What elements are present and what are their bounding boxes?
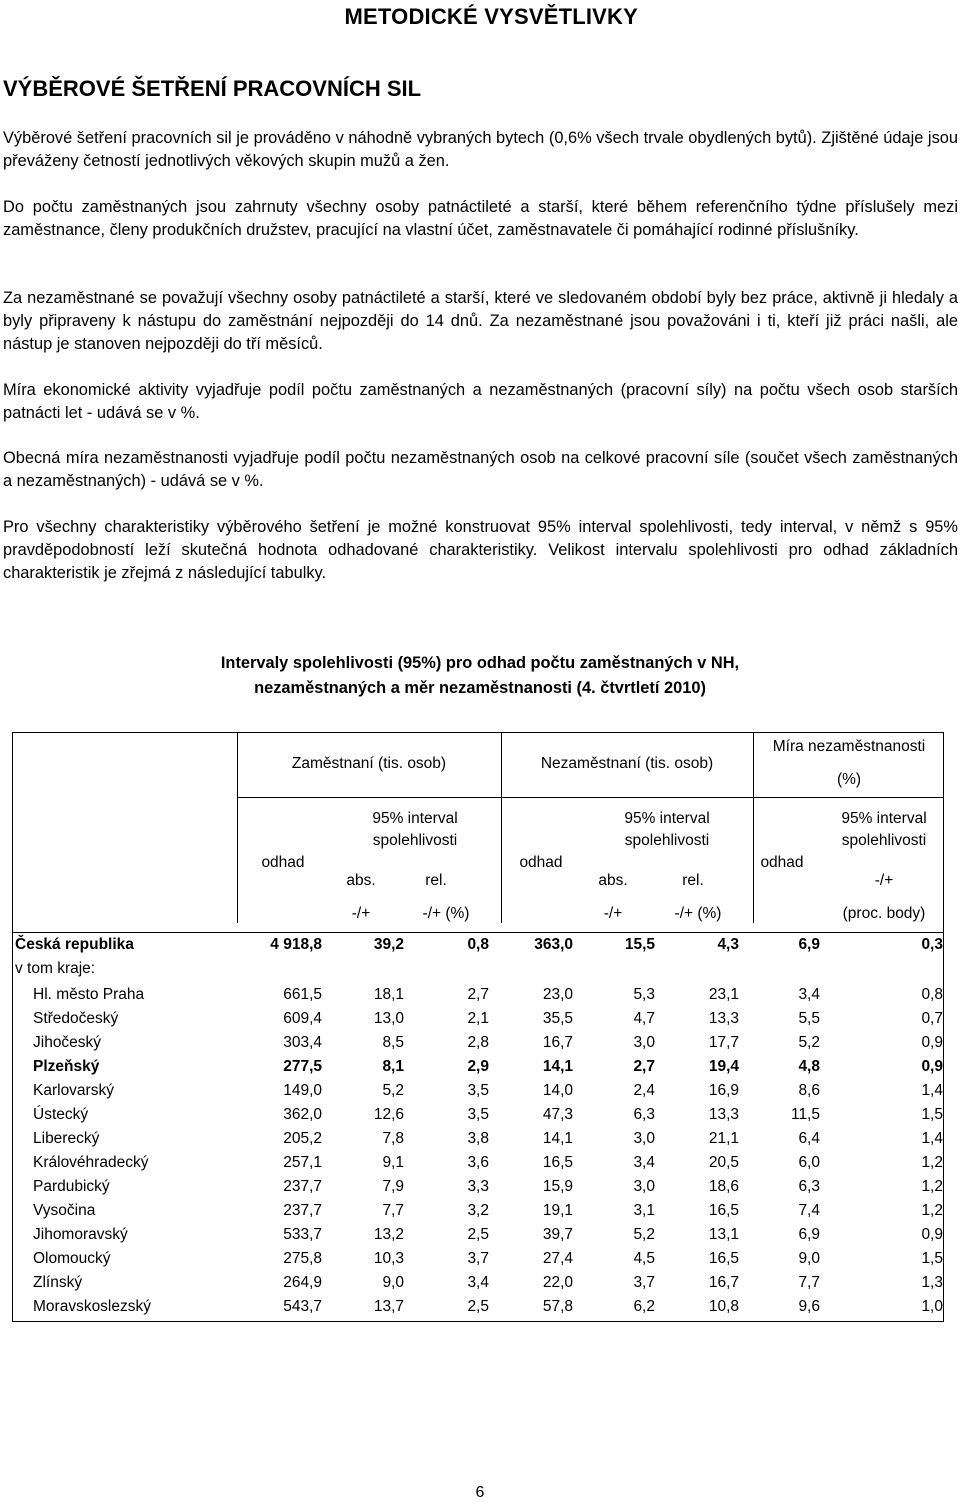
table-cell: 3,7 <box>467 1250 489 1267</box>
table-cell: 19,1 <box>542 1202 573 1219</box>
region-label: Pardubický <box>33 1178 110 1195</box>
table-cell: 1,2 <box>921 1202 943 1219</box>
table-cell: 9,0 <box>382 1274 404 1291</box>
region-label: Jihočeský <box>33 1034 102 1051</box>
table-cell: 2,7 <box>467 986 489 1003</box>
table-cell: 3,3 <box>467 1178 489 1195</box>
region-label: Královéhradecký <box>33 1154 149 1171</box>
table-cell: 18,6 <box>708 1178 739 1195</box>
table-cell: 9,0 <box>798 1250 820 1267</box>
table-cell: 5,2 <box>798 1034 820 1051</box>
table-cell: 149,0 <box>283 1082 322 1099</box>
table-row <box>13 1031 945 1055</box>
region-label: Olomoucký <box>33 1250 111 1267</box>
paragraph-unemployment-rate: Obecná míra nezaměstnanosti vyjadřuje podíl počtu nezaměstnaných osob na celkové pracovní síle (součet všech zaměstnaných a nezaměstnaných) - udává se v %. <box>3 449 958 490</box>
table-cell: 1,2 <box>921 1154 943 1171</box>
table-row <box>13 1079 945 1103</box>
table-cell: 2,5 <box>467 1226 489 1243</box>
region-label: Česká republika <box>15 936 134 953</box>
table-cell: 14,1 <box>542 1058 573 1075</box>
region-label: Liberecký <box>33 1130 100 1147</box>
table-cell: 2,5 <box>467 1298 489 1315</box>
table-cell: 363,0 <box>534 936 573 953</box>
table-cell: 10,3 <box>373 1250 404 1267</box>
table-row <box>13 933 945 957</box>
region-label: Plzeňský <box>33 1058 100 1075</box>
table-cell: 19,4 <box>708 1058 739 1075</box>
table-cell: 7,7 <box>798 1274 820 1291</box>
paragraph-confidence-interval: Pro všechny charakteristiky výběrového šetření je možné konstruovat 95% interval spolehlivosti, tedy interval, v němž s 95% pravděpodobností leží skutečná hodnota odhadované charakteristiky. Velikost intervalu spolehlivosti pro odhad základních charakteristik je zřejmá z následující tabulky. <box>3 518 958 582</box>
table-cell: 7,7 <box>382 1202 404 1219</box>
table-cell: 15,5 <box>624 936 655 953</box>
table-cell: 16,7 <box>542 1034 573 1051</box>
region-label: Zlínský <box>33 1274 83 1291</box>
table-cell: 6,0 <box>798 1154 820 1171</box>
table-cell: 1,3 <box>921 1274 943 1291</box>
table-cell: 1,0 <box>921 1298 943 1315</box>
region-label: Moravskoslezský <box>33 1298 151 1315</box>
table-cell: 237,7 <box>283 1202 322 1219</box>
region-label: Hl. město Praha <box>33 986 145 1003</box>
table-cell: 21,1 <box>708 1130 739 1147</box>
table-cell: 5,2 <box>382 1082 404 1099</box>
header-employed: Zaměstnaní (tis. osob) <box>291 755 447 772</box>
table-cell: 3,2 <box>467 1202 489 1219</box>
table-cell: 4 918,8 <box>270 936 322 953</box>
table-row <box>13 1223 945 1247</box>
table-cell: 10,8 <box>708 1298 739 1315</box>
table-cell: 543,7 <box>283 1298 322 1315</box>
table-cell: 1,5 <box>921 1250 943 1267</box>
subtitle-label: v tom kraje: <box>15 960 96 977</box>
table-cell: 13,3 <box>708 1106 739 1123</box>
table-cell: 39,7 <box>542 1226 573 1243</box>
header-interval: 95% interval <box>372 810 458 827</box>
table-cell: 4,7 <box>633 1010 655 1027</box>
header-interval: spolehlivosti <box>841 832 927 849</box>
table-cell: 2,1 <box>467 1010 489 1027</box>
header-rate: Míra nezaměstnanosti <box>772 738 926 755</box>
table-cell: 237,7 <box>283 1178 322 1195</box>
table-cell: 16,9 <box>708 1082 739 1099</box>
table-cell: 533,7 <box>283 1226 322 1243</box>
table-cell: 0,9 <box>921 1058 943 1075</box>
table-cell: 7,9 <box>382 1178 404 1195</box>
table-cell: 303,4 <box>283 1034 322 1051</box>
table-cell: 14,1 <box>542 1130 573 1147</box>
table-cell: 17,7 <box>708 1034 739 1051</box>
table-cell: 264,9 <box>283 1274 322 1291</box>
table-cell: 39,2 <box>373 936 404 953</box>
paragraph-unemployed-definition: Za nezaměstnané se považují všechny osoby patnáctileté a starší, které ve sledovaném období byly bez práce, aktivně ji hledaly a byly připraveny k nástupu do zaměstnání nejpozději do 14 dnů. Za nezaměstnané jsou považováni i ti, kteří již práci našli, ale nástup je stanoven nejpozději do tří měsíců. <box>3 289 958 353</box>
header-interval: 95% interval <box>841 810 927 827</box>
table-cell: 16,5 <box>708 1250 739 1267</box>
header-plus-minus: -/+ <box>603 905 623 922</box>
table-cell: 8,1 <box>382 1058 404 1075</box>
table-cell: 6,9 <box>798 1226 820 1243</box>
table-divider <box>237 797 944 798</box>
header-proc-body: (proc. body) <box>842 905 926 922</box>
table-cell: 609,4 <box>283 1010 322 1027</box>
table-row <box>13 983 945 1007</box>
table-cell: 5,3 <box>633 986 655 1003</box>
table-cell: 6,3 <box>798 1178 820 1195</box>
table-row <box>13 1247 945 1271</box>
table-row <box>13 1175 945 1199</box>
table-cell: 1,4 <box>921 1130 943 1147</box>
table-row <box>13 1199 945 1223</box>
header-interval: 95% interval <box>624 810 710 827</box>
region-label: Vysočina <box>33 1202 96 1219</box>
table-cell: 0,8 <box>921 986 943 1003</box>
table-cell: 23,0 <box>542 986 573 1003</box>
table-cell: 1,2 <box>921 1178 943 1195</box>
region-label: Jihomoravský <box>33 1226 128 1243</box>
table-row <box>13 1127 945 1151</box>
table-cell: 1,5 <box>921 1106 943 1123</box>
header-plus-minus-pct: -/+ (%) <box>674 905 722 922</box>
table-cell: 6,2 <box>633 1298 655 1315</box>
table-cell: 13,3 <box>708 1010 739 1027</box>
region-label: Karlovarský <box>33 1082 114 1099</box>
header-rate-unit: (%) <box>836 771 862 788</box>
header-plus-minus: -/+ <box>351 905 371 922</box>
table-cell: 14,0 <box>542 1082 573 1099</box>
table-row <box>13 1151 945 1175</box>
table-cell: 6,4 <box>798 1130 820 1147</box>
header-interval: spolehlivosti <box>624 832 710 849</box>
table-cell: 9,1 <box>382 1154 404 1171</box>
table-cell: 3,1 <box>633 1202 655 1219</box>
table-row <box>13 1055 945 1079</box>
table-cell: 7,8 <box>382 1130 404 1147</box>
table-cell: 277,5 <box>283 1058 322 1075</box>
table-cell: 8,6 <box>798 1082 820 1099</box>
table-cell: 661,5 <box>283 986 322 1003</box>
table-title <box>0 651 960 701</box>
table-title-line1: Intervaly spolehlivosti (95%) pro odhad počtu zaměstnaných v NH, <box>220 654 740 672</box>
table-cell: 9,6 <box>798 1298 820 1315</box>
table-cell: 7,4 <box>798 1202 820 1219</box>
table-cell: 5,2 <box>633 1226 655 1243</box>
table-cell: 0,8 <box>467 936 489 953</box>
paragraph-employed-definition: Do počtu zaměstnaných jsou zahrnuty všechny osoby patnáctileté a starší, které během referenčního týdne příslušely mezi zaměstnance, členy produkčních družstev, pracující na vlastní účet, zaměstnavatele či pomáhající rodinné příslušníky. <box>3 198 958 239</box>
table-cell: 3,6 <box>467 1154 489 1171</box>
region-label: Ústecký <box>33 1106 89 1123</box>
table-cell: 2,8 <box>467 1034 489 1051</box>
table-cell: 57,8 <box>542 1298 573 1315</box>
table-title-line2: nezaměstnaných a měr nezaměstnanosti (4. čtvrtletí 2010) <box>254 679 706 697</box>
paragraph-intro: Výběrové šetření pracovních sil je prováděno v náhodně vybraných bytech (0,6% všech trvale obydlených bytů). Zjištěné údaje jsou převáženy četností jednotlivých věkových skupin mužů a žen. <box>3 129 958 170</box>
table-cell: 3,0 <box>633 1034 655 1051</box>
header-interval: spolehlivosti <box>372 832 458 849</box>
header-plus-minus-pct: -/+ (%) <box>422 905 470 922</box>
table-cell: 6,9 <box>798 936 820 953</box>
table-cell: 1,4 <box>921 1082 943 1099</box>
table-cell: 257,1 <box>283 1154 322 1171</box>
table-divider <box>753 733 754 923</box>
table-cell: 2,7 <box>633 1058 655 1075</box>
table-row <box>13 1103 945 1127</box>
header-rel: rel. <box>425 872 447 889</box>
table-cell: 22,0 <box>542 1274 573 1291</box>
paragraph-activity-rate: Míra ekonomické aktivity vyjadřuje podíl počtu zaměstnaných a nezaměstnaných (pracovní síly) na počtu všech osob starších patnácti let - udává se v %. <box>3 381 958 422</box>
table-cell: 23,1 <box>708 986 739 1003</box>
header-odhad: odhad <box>760 854 804 871</box>
table-cell: 4,5 <box>633 1250 655 1267</box>
table-cell: 16,5 <box>542 1154 573 1171</box>
page-number: 6 <box>475 1484 485 1501</box>
table-cell: 3,4 <box>467 1274 489 1291</box>
table-cell: 13,7 <box>373 1298 404 1315</box>
header-odhad: odhad <box>519 854 563 871</box>
section-title: VÝBĚROVÉ ŠETŘENÍ PRACOVNÍCH SIL <box>3 76 422 101</box>
table-cell: 13,0 <box>373 1010 404 1027</box>
table-cell: 4,3 <box>717 936 739 953</box>
header-rel: rel. <box>682 872 704 889</box>
region-label: Středočeský <box>33 1010 119 1027</box>
table-cell: 16,7 <box>708 1274 739 1291</box>
table-cell: 5,5 <box>798 1010 820 1027</box>
table-cell: 275,8 <box>283 1250 322 1267</box>
header-abs: abs. <box>346 872 376 889</box>
table-cell: 35,5 <box>542 1010 573 1027</box>
table-cell: 2,9 <box>467 1058 489 1075</box>
table-cell: 6,3 <box>633 1106 655 1123</box>
header-odhad: odhad <box>261 854 305 871</box>
table-cell: 3,5 <box>467 1082 489 1099</box>
header-abs: abs. <box>598 872 628 889</box>
table-cell: 3,5 <box>467 1106 489 1123</box>
table-cell: 3,4 <box>798 986 820 1003</box>
table-cell: 20,5 <box>708 1154 739 1171</box>
table-cell: 13,1 <box>708 1226 739 1243</box>
table-cell: 205,2 <box>283 1130 322 1147</box>
table-cell: 4,8 <box>798 1058 820 1075</box>
table-cell: 18,1 <box>373 986 404 1003</box>
table-cell: 0,7 <box>921 1010 943 1027</box>
table-cell: 2,4 <box>633 1082 655 1099</box>
table-cell: 3,0 <box>633 1178 655 1195</box>
table-cell: 0,9 <box>921 1226 943 1243</box>
table-cell: 27,4 <box>542 1250 573 1267</box>
table-cell: 15,9 <box>542 1178 573 1195</box>
table-cell: 13,2 <box>373 1226 404 1243</box>
confidence-interval-table <box>12 732 944 1322</box>
table-cell: 3,7 <box>633 1274 655 1291</box>
table-cell: 3,0 <box>633 1130 655 1147</box>
table-cell: 16,5 <box>708 1202 739 1219</box>
table-cell: 0,3 <box>921 936 943 953</box>
header-plus-minus: -/+ <box>874 872 894 889</box>
table-row <box>13 1295 945 1319</box>
table-row <box>13 1007 945 1031</box>
table-cell: 0,9 <box>921 1034 943 1051</box>
table-cell: 47,3 <box>542 1106 573 1123</box>
table-row <box>13 1271 945 1295</box>
table-cell: 3,8 <box>467 1130 489 1147</box>
table-cell: 11,5 <box>790 1106 820 1123</box>
subtitle-row <box>13 957 945 981</box>
table-cell: 3,4 <box>633 1154 655 1171</box>
header-unemployed: Nezaměstnaní (tis. osob) <box>540 755 714 772</box>
table-cell: 8,5 <box>382 1034 404 1051</box>
table-cell: 12,6 <box>373 1106 404 1123</box>
table-cell: 362,0 <box>283 1106 322 1123</box>
page-title: METODICKÉ VYSVĚTLIVKY <box>344 4 638 29</box>
